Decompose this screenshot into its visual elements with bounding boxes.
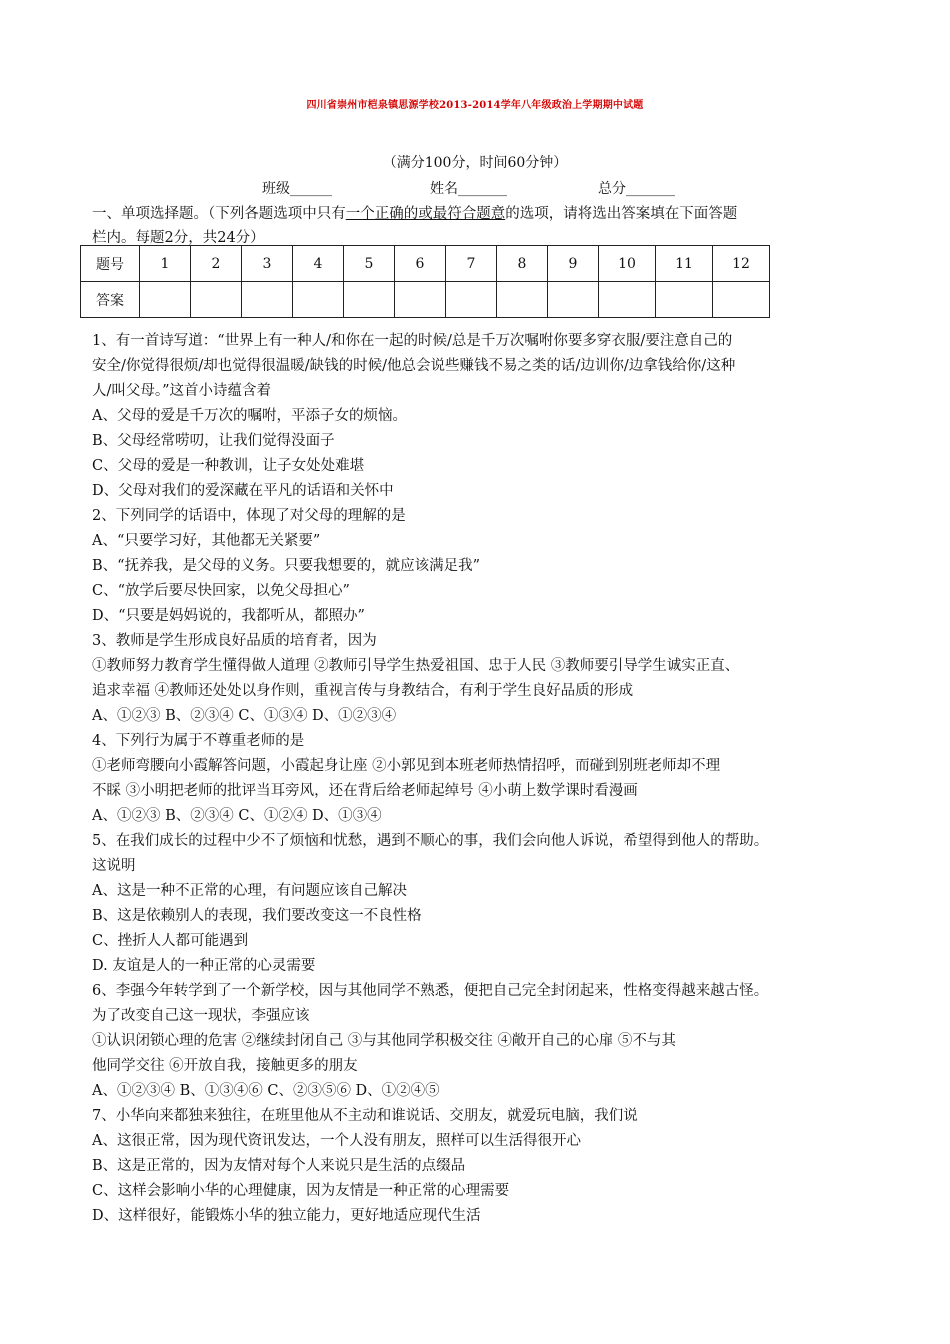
option-line: B、这是正常的，因为友情对每个人来说只是生活的点缀品 (92, 1158, 466, 1174)
option-line: A、①②③④ B、①③④⑥ C、②③⑤⑥ D、①②④⑤ (92, 1083, 440, 1099)
option-line: A、这很正常，因为现代资讯发达，一个人没有朋友，照样可以生活得很开心 (92, 1133, 581, 1149)
question-number-cell: 1 (140, 246, 191, 282)
answer-cell (293, 282, 344, 318)
statement-line: ①老师弯腰向小霞解答问题，小霞起身让座 ②小郭见到本班老师热情招呼，而碰到别班老师却不理 (92, 758, 721, 774)
answer-cell (713, 282, 770, 318)
option-line: D. 友谊是人的一种正常的心灵需要 (92, 958, 316, 974)
section-intro-line2: 栏内。每题2分，共24分） (92, 230, 265, 246)
answer-cell (497, 282, 548, 318)
option-line: B、这是依赖别人的表现，我们要改变这一不良性格 (92, 908, 422, 924)
question-number-cell: 12 (713, 246, 770, 282)
answer-cell (395, 282, 446, 318)
question-number-cell: 8 (497, 246, 548, 282)
question-number-cell: 10 (599, 246, 656, 282)
answer-cell (344, 282, 395, 318)
statement-line: ①教师努力教育学生懂得做人道理 ②教师引导学生热爱祖国、忠于人民 ③教师要引导学生诚实正直、 (92, 658, 740, 674)
answer-cell (140, 282, 191, 318)
answer-row-label: 答案 (81, 282, 140, 318)
option-line: A、①②③ B、②③④ C、①③④ D、①②③④ (92, 708, 397, 724)
section-intro-part-a: 一、单项选择题。（下列各题选项中只有 (92, 206, 346, 222)
question-text-line: 安全/你觉得很烦/却也觉得很温暖/缺钱的时候/他总会说些赚钱不易之类的话/边训你/边拿钱给你/这种 (92, 358, 736, 374)
exam-subtitle: （满分100分，时间60分钟） (382, 155, 568, 171)
question-number-cell: 9 (548, 246, 599, 282)
score-field-label: 总分_______ (598, 181, 675, 197)
option-line: B、父母经常唠叨，让我们觉得没面子 (92, 433, 335, 449)
question-text-line: 2、下列同学的话语中，体现了对父母的理解的是 (92, 508, 406, 524)
option-line: D、这样很好，能锻炼小华的独立能力，更好地适应现代生活 (92, 1208, 481, 1224)
question-text-line: 人/叫父母。”这首小诗蕴含着 (92, 383, 272, 399)
question-text-line: 5、在我们成长的过程中少不了烦恼和忧愁，遇到不顺心的事，我们会向他人诉说，希望得到他人的帮助。 (92, 833, 769, 849)
class-field-label: 班级______ (262, 181, 332, 197)
statement-line: ①认识闭锁心理的危害 ②继续封闭自己 ③与其他同学积极交往 ④敞开自己的心扉 ⑤不与其 (92, 1033, 676, 1049)
question-number-cell: 6 (395, 246, 446, 282)
question-text-line: 为了改变自己这一现状，李强应该 (92, 1008, 310, 1024)
question-number-cell: 7 (446, 246, 497, 282)
section-intro-underlined: 一个正确的或最符合题意 (345, 206, 506, 222)
answer-table-number-row (81, 246, 770, 282)
answer-table (80, 245, 770, 318)
statement-line: 追求幸福 ④教师还处处以身作则，重视言传与身教结合，有利于学生良好品质的形成 (92, 683, 634, 699)
option-line: C、“放学后要尽快回家，以免父母担心” (92, 583, 350, 599)
option-line: C、这样会影响小华的心理健康，因为友情是一种正常的心理需要 (92, 1183, 510, 1199)
option-line: A、父母的爱是千万次的嘱咐，平添子女的烦恼。 (92, 408, 407, 424)
number-row-label: 题号 (81, 246, 140, 282)
option-line: C、挫折人人都可能遇到 (92, 933, 249, 949)
answer-cell (191, 282, 242, 318)
statement-line: 他同学交往 ⑥开放自我，接触更多的朋友 (92, 1058, 358, 1074)
answer-table-answer-row (81, 282, 770, 318)
answer-cell (242, 282, 293, 318)
question-number-cell: 5 (344, 246, 395, 282)
option-line: D、“只要是妈妈说的，我都听从，都照办” (92, 608, 365, 624)
option-line: A、①②③ B、②③④ C、①②④ D、①③④ (92, 808, 382, 824)
statement-line: 不睬 ③小明把老师的批评当耳旁风，还在背后给老师起绰号 ④小萌上数学课时看漫画 (92, 783, 638, 799)
name-field-label: 姓名_______ (430, 181, 507, 197)
question-text-line: 6、李强今年转学到了一个新学校，因与其他同学不熟悉，便把自己完全封闭起来，性格变得越来越古怪。 (92, 983, 769, 999)
section-intro-part-b: 的选项，请将选出答案填在下面答题 (505, 206, 738, 222)
question-number-cell: 4 (293, 246, 344, 282)
option-line: A、“只要学习好，其他都无关紧要” (92, 533, 321, 549)
question-number-cell: 11 (656, 246, 713, 282)
answer-cell (446, 282, 497, 318)
answer-cell (599, 282, 656, 318)
question-text-line: 1、有一首诗写道：“世界上有一种人/和你在一起的时候/总是千万次嘱咐你要多穿衣服/要注意自己的 (92, 333, 733, 349)
question-text-line: 7、小华向来都独来独往，在班里他从不主动和谁说话、交朋友，就爱玩电脑，我们说 (92, 1108, 638, 1124)
answer-cell (656, 282, 713, 318)
question-number-cell: 2 (191, 246, 242, 282)
option-line: D、父母对我们的爱深藏在平凡的话语和关怀中 (92, 483, 394, 499)
section-intro (92, 202, 737, 223)
option-line: C、父母的爱是一种教训，让子女处处难堪 (92, 458, 365, 474)
exam-title: 四川省崇州市桤泉镇思源学校2013-2014学年八年级政治上学期期中试题 (306, 100, 644, 111)
question-text-line: 这说明 (92, 858, 136, 874)
question-text-line: 3、教师是学生形成良好品质的培育者，因为 (92, 633, 377, 649)
option-line: A、这是一种不正常的心理，有问题应该自己解决 (92, 883, 407, 899)
question-number-cell: 3 (242, 246, 293, 282)
option-line: B、“抚养我，是父母的义务。只要我想要的，就应该满足我” (92, 558, 480, 574)
answer-cell (548, 282, 599, 318)
question-text-line: 4、下列行为属于不尊重老师的是 (92, 733, 305, 749)
